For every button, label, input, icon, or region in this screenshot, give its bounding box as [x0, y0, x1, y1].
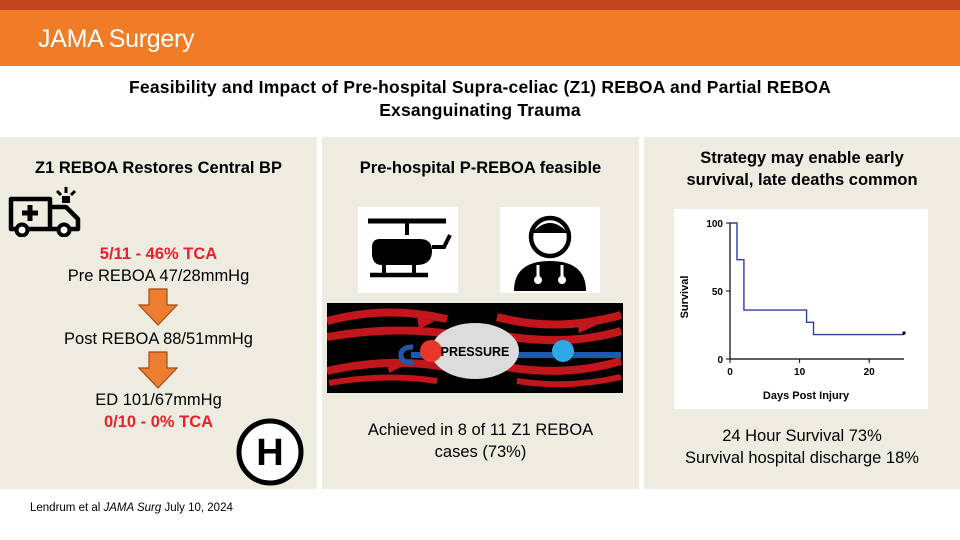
abstract-title: [20, 76, 940, 122]
panel3-result-line-2: Survival hospital discharge 18%: [685, 449, 919, 467]
panel3-result-line-1: 24 Hour Survival 73%: [722, 427, 882, 445]
helicopter-icon: [358, 207, 458, 293]
tca-pre-text: 5/11 - 46% TCA: [99, 245, 218, 263]
citation-authors: Lendrum et al: [30, 502, 104, 514]
pre-reboa-bp: Pre REBOA 47/28mmHg: [67, 267, 250, 285]
tca-ed-text: 0/10 - 0% TCA: [103, 413, 214, 431]
chart-ylabel: Survival: [679, 275, 691, 319]
pressure-label: PRESSURE: [440, 345, 510, 359]
survival-chart: [674, 209, 928, 409]
title-line-1: Feasibility and Impact of Pre-hospital Supra-celiac (Z1) REBOA and Partial REBOA: [129, 77, 831, 97]
title-line-2: Exsanguinating Trauma: [379, 100, 581, 120]
survival-chart-box: [674, 209, 928, 409]
doctor-icon: [500, 207, 600, 293]
down-arrow-icon: [138, 288, 178, 326]
ambulance-icon: [6, 185, 84, 237]
chart-xlabel: Days Post Injury: [762, 390, 850, 402]
top-accent-bar: [0, 0, 960, 10]
citation-date: July 10, 2024: [161, 502, 233, 514]
hospital-icon: [235, 417, 305, 487]
panel1-heading: Z1 REBOA Restores Central BP: [35, 159, 282, 177]
aorta-balloon-illustration: [327, 303, 623, 393]
chart-y-tick-label: 0: [717, 355, 723, 366]
chart-series-line: [730, 223, 904, 335]
journal-header: [0, 10, 960, 66]
panel3-heading-line-1: Strategy may enable early: [700, 149, 904, 167]
hospital-letter: H: [256, 432, 284, 474]
down-arrow-icon: [138, 351, 178, 389]
chart-censor-mark: [903, 332, 906, 335]
panel2-result-line-1: Achieved in 8 of 11 Z1 REBOA: [367, 421, 594, 439]
panel2-heading: Pre-hospital P-REBOA feasible: [359, 159, 602, 177]
panel-survival: [644, 137, 960, 489]
panel3-heading-line-2: survival, late deaths common: [686, 171, 918, 189]
post-reboa-bp: Post REBOA 88/51mmHg: [64, 330, 253, 348]
helicopter-icon-box: [358, 207, 458, 293]
citation: [30, 502, 233, 514]
chart-y-tick-label: 100: [706, 219, 723, 230]
aorta-balloon-icon: [327, 303, 623, 393]
chart-x-tick-label: 20: [863, 367, 875, 378]
chart-y-tick-label: 50: [711, 287, 723, 298]
journal-brand: JAMA Surgery: [38, 25, 195, 53]
doctor-icon-box: [500, 207, 600, 293]
ed-bp: ED 101/67mmHg: [95, 391, 222, 409]
chart-x-tick-label: 10: [794, 367, 806, 378]
panel-prehospital-preboa: [322, 137, 639, 489]
citation-journal: JAMA Surg: [103, 502, 162, 514]
panel-central-bp: [0, 137, 317, 489]
panel2-result-line-2: cases (73%): [434, 443, 527, 461]
chart-x-tick-label: 0: [727, 367, 733, 378]
